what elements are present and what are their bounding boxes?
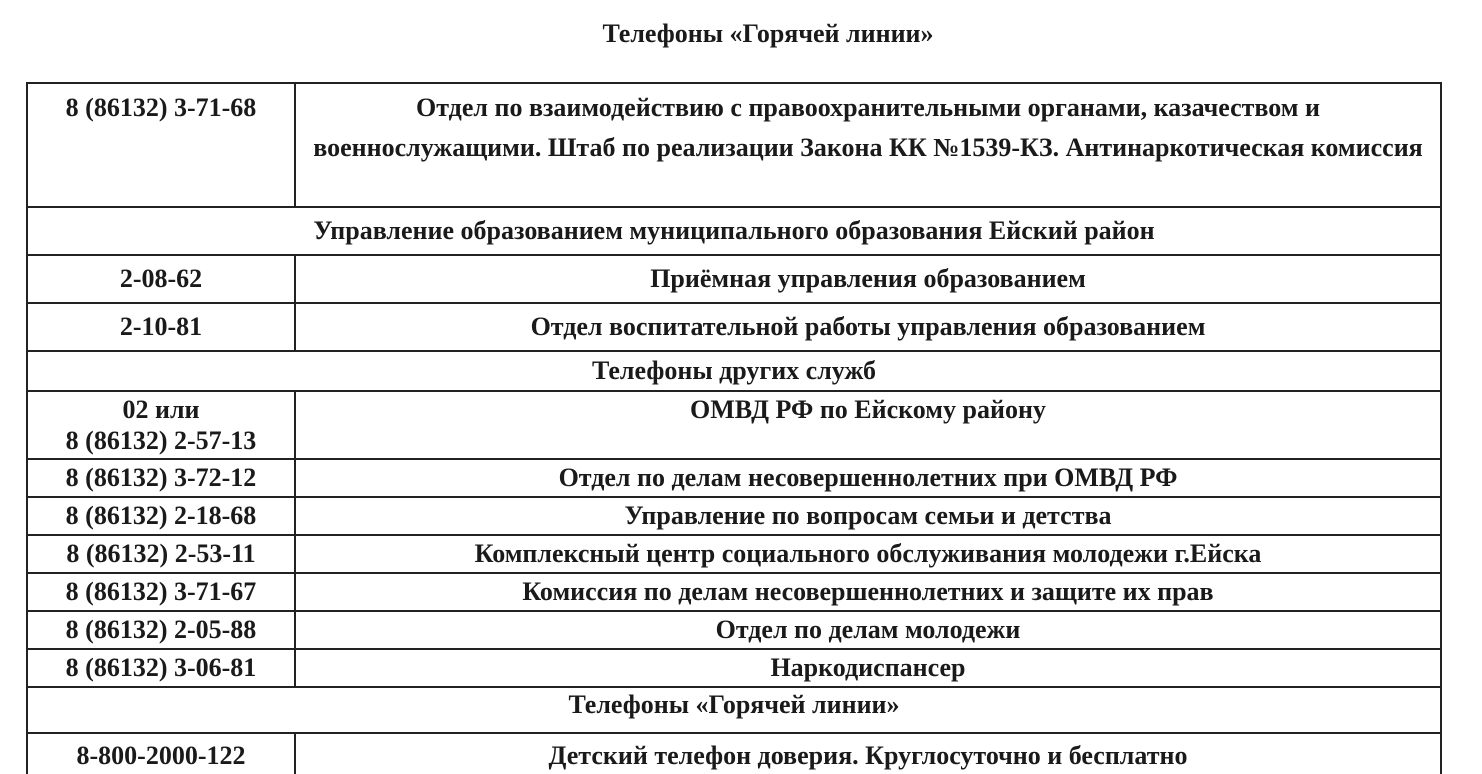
page-title: Телефоны «Горячей линии» <box>602 19 934 48</box>
table-row <box>27 391 1441 459</box>
phone-line: 8 (86132) 2-57-13 <box>65 426 257 455</box>
service-description: Отдел воспитательной работы управления образованием <box>295 303 1441 351</box>
phone-number: 2-10-81 <box>27 303 295 351</box>
section-header: Телефоны других служб <box>27 351 1441 391</box>
service-description: Наркодиспансер <box>295 649 1441 687</box>
table-row <box>27 303 1441 351</box>
phone-number: 8 (86132) 3-06-81 <box>27 649 295 687</box>
table-row <box>27 573 1441 611</box>
phone-number: 8-800-2000-122 <box>27 733 295 774</box>
service-description: ОМВД РФ по Ейскому району <box>295 391 1441 459</box>
service-description: Отдел по взаимодействию с правоохранительными органами, казачеством и военнослужащими. Штаб по реализации Закона КК №1539-КЗ. Антинаркотическая комиссия <box>295 83 1441 207</box>
section-header-row <box>27 351 1441 391</box>
table-row <box>27 649 1441 687</box>
table-row <box>27 611 1441 649</box>
phone-line: 02 или <box>122 395 200 424</box>
table-row <box>27 535 1441 573</box>
phone-number: 8 (86132) 2-53-11 <box>27 535 295 573</box>
phone-number: 8 (86132) 2-18-68 <box>27 497 295 535</box>
phone-number <box>27 391 295 459</box>
section-header-row <box>27 687 1441 733</box>
table-row <box>27 497 1441 535</box>
service-description: Отдел по делам молодежи <box>295 611 1441 649</box>
service-description: Приёмная управления образованием <box>295 255 1441 303</box>
phone-number: 2-08-62 <box>27 255 295 303</box>
phone-number: 8 (86132) 3-71-68 <box>27 83 295 207</box>
phone-number: 8 (86132) 3-71-67 <box>27 573 295 611</box>
table-row <box>27 459 1441 497</box>
phone-number: 8 (86132) 2-05-88 <box>27 611 295 649</box>
section-header-row <box>27 207 1441 255</box>
section-header: Управление образованием муниципального образования Ейский район <box>27 207 1441 255</box>
phone-table <box>26 82 1442 774</box>
section-header: Телефоны «Горячей линии» <box>27 687 1441 733</box>
table-row <box>27 255 1441 303</box>
service-description: Управление по вопросам семьи и детства <box>295 497 1441 535</box>
phone-number: 8 (86132) 3-72-12 <box>27 459 295 497</box>
table-row <box>27 83 1441 207</box>
service-description: Комиссия по делам несовершеннолетних и защите их прав <box>295 573 1441 611</box>
service-description: Комплексный центр социального обслуживания молодежи г.Ейска <box>295 535 1441 573</box>
service-description: Детский телефон доверия. Круглосуточно и бесплатно <box>295 733 1441 774</box>
service-description: Отдел по делам несовершеннолетних при ОМВД РФ <box>295 459 1441 497</box>
